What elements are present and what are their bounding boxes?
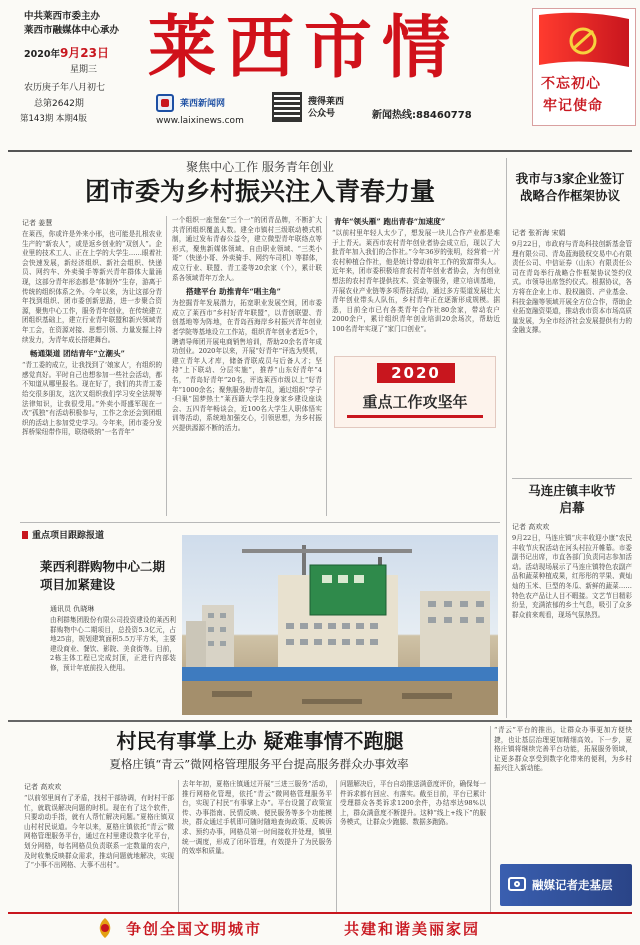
- construction-photo-illustration: [182, 535, 498, 715]
- bottom-byline: 记者 高欢欢: [24, 783, 62, 791]
- slogan-line-1: 不忘初心: [541, 76, 601, 92]
- footer-logo-icon: [94, 916, 116, 940]
- issue-serial: 总第2642期: [34, 99, 84, 109]
- lead-kicker: 聚焦中心工作 服务青年创业: [186, 160, 334, 174]
- party-emblem-box: [532, 8, 636, 126]
- lead-column-1: [22, 216, 162, 516]
- news-app-logo-icon: [156, 94, 174, 112]
- banner-underline: [347, 415, 483, 418]
- news-hotline: 新闻热线:88460778: [372, 110, 472, 121]
- website-url[interactable]: www.laixinews.com: [156, 116, 244, 126]
- bottom-col-rule-3: [490, 726, 491, 912]
- lead-paragraph-3: 一个组织一座堡垒”三个一”的团青品牌，不断扩大共青团组织覆盖人数。建全市镇村三级联动模式机制，通过发布青春公益令，建立微型青年联络点等形式，聚焦新媒体领域、自由职业领域、“三类小哥”（快递小哥、外卖骑手、网约车司机）等群体，成立行业、联盟、青工委等20余家（个），累计联系各领域青年万余人。: [172, 216, 322, 282]
- right-top-byline: 记者 张祈海 宋娟: [512, 229, 566, 237]
- lead-column-2: [172, 216, 322, 516]
- right-mid-byline: 记者 高欢欢: [512, 523, 550, 531]
- project-section-label: 重点项目跟踪报道: [22, 528, 104, 541]
- lead-subhead-1: 畅通渠道 团结青年“立潮头”: [30, 349, 125, 359]
- banner-caption: 重点工作攻坚年: [362, 393, 468, 411]
- wechat-qr-code-icon: [272, 92, 302, 122]
- project-headline: 莱西利群购物中心二期项目加紧建设: [40, 559, 166, 592]
- lead-headline: 团市委为乡村振兴注入青春力量: [84, 177, 435, 206]
- right-mid-text: 9月22日，马连庄镇“庆丰收迎小康”农民丰收节庆祝活动在河头村拉开帷幕。市委副书记出席，市直各部门负责同志参加活动。活动现场展示了马连庄镇特色农副产品和蔬菜种植成果，红彤彤的苹果、黄灿灿的玉米、巨型的冬瓜、新鲜的蔬菜……特色农产品让人目不暇接。文艺节目精彩纷呈，充满浓郁的乡土气息，吸引了众多群众前来观看，现场气氛热烈。: [512, 534, 632, 619]
- project-top-rule: [20, 522, 500, 523]
- right-mid-article: [512, 520, 632, 716]
- wechat-label: 搜得莱西 公众号: [308, 97, 345, 119]
- banner-year: 2020: [377, 363, 455, 383]
- news-app-name: 莱西新闻网: [180, 99, 226, 109]
- bottom-column-2: [182, 780, 332, 912]
- bottom-column-1: [24, 780, 174, 912]
- lead-col-rule-2: [326, 216, 327, 516]
- right-top-article: [512, 226, 632, 474]
- lead-paragraph-1: 在莱西，你或许是外来小邢，也可能是扎根农业生产的“新农人”，或是返乡创业的“双创人”。企业里的技术工人、正在上学的大学生……眼着社会快速发展，新经济组织、新社会组织、快递员、网约车、外卖骑手等新兴青年群体大量涌现，这部分青年形态都是“体制外”生存，游离于传统的组织体系之外。今年以来，为让这部分青年找到组织、团市委创新思路，进一步聚合资源，聚焦中心工作，服务青年创业，在传统建立团组织基础上，建立行业青年联盟和新兴领域青年工会，在资源对接、思想引领、力量发掘上持续发力，为青年成长搭建舞台。: [22, 230, 162, 344]
- bottom-paragraph-4: “青云”平台的推出，让群众办事更加方便快捷，也让基层治理更加精细高效。下一步，夏格庄镇将继续完善平台功能，拓展服务领域，让更多群众享受到数字化带来的便利，为乡村振兴注入新动能。: [494, 726, 632, 773]
- bottom-headline: 村民有事掌上办 疑难事情不跑腿: [116, 729, 404, 753]
- bottom-top-rule: [8, 720, 632, 722]
- construction-photo: [182, 535, 498, 715]
- issue-weekday: 星期三: [70, 65, 98, 75]
- issue-date: 2020年9月23日: [24, 46, 110, 60]
- masthead: [0, 0, 640, 150]
- right-column-rule: [506, 158, 507, 718]
- footer-top-bar: [8, 912, 632, 914]
- lead-byline: 记者 姜慧: [22, 219, 53, 227]
- project-text: 由利群集团股份有限公司投资建设的莱西利群购物中心二期项目，总投资5.3亿元，占地25亩，规划建筑面积5.5万平方米，主要建设商业、餐饮、影院、美食街等。目前，2栋主体工程已完成封顶，正进行内部装修，预计年底前投入使用。: [50, 616, 176, 672]
- masthead-title: 莱西市情: [148, 8, 461, 88]
- bottom-paragraph-1: “以前邻里间有了矛盾，找村干部协调，有时村干部忙，就耽误解决问题的时机。现在有了这个软件，只要动动手指，就有人帮忙解决问题。”夏格庄镇双山村村民说道。今年以来，夏格庄镇依托“青云”微网格管理服务平台，通过在村里建设数字化平台，划分网格，每名网格员负责联系一定数量的农户，及时收集反映群众需求，推动问题就地解决，实现了“小事不出网格、大事不出村”。: [24, 794, 174, 870]
- lead-paragraph-2: “青工委的成立，让我找到了‘娘家人’，有组织的感觉真好。平时自己也想参加一些社会活动，都不知道从哪里报名。现在好了，我们的共青工委给交很多朋友，这次又组织我们学习安全法规等法律知识，让我很受用。”外卖小哥盛军现在一改“孤独”有活动积极参与，工作之余还会到团组织的活动上参加党史学习。今年来，团市委分发挥桥梁纽带作用，联络吸纳“一名青年“: [22, 361, 162, 437]
- promo-box[interactable]: [500, 864, 632, 906]
- lead-paragraph-5: “以前村里年轻人太少了，想发展一块儿合作产业都是难于上青天。莱西市农村青年创业者协会成立后，现以了大批青年加入我们的合作社。”今年36岁的张明，经营着一片农村种植合作社，他是统计带动前年工作的致富带头人。近年来，团市委积极培育农村青年创业者协会，为有创业想法的农村青年提供技术、资金等服务，建立培训基地，开展农业产业链等多项帮扶活动，通过多方渠道发展壮大青年创业带头人队伍，乡村青年正在逐渐形成规模。据悉，目前全市已有各类青年合作社80余家，带动农户2000余户，累计组织青年创业培训20余场次，帮助近100名青年实现了“家门口创业”。: [332, 229, 500, 333]
- right-top-headline: 我市与3家企业签订战略合作框架协议: [515, 171, 625, 203]
- section-marker-icon: [22, 531, 28, 539]
- bottom-column-4: [494, 726, 632, 858]
- lead-subhead-3: 青年“领头雁” 跑出青春“加速度”: [334, 217, 446, 226]
- lead-column-3: [332, 216, 500, 352]
- footer-slogan-left: 争创全国文明城市: [126, 920, 263, 938]
- bottom-subhead: 夏格庄镇“青云”微网格管理服务平台提高服务群众办事效率: [109, 757, 409, 771]
- issue-lunar-date: 农历庚子年八月初七: [24, 83, 106, 93]
- project-byline: 通讯员 仇晓琳: [50, 605, 95, 613]
- special-banner: [334, 356, 496, 428]
- lead-paragraph-4: 为挖掘青年发展潜力，拓宽职业发展空间，团市委成立了莱西市“乡村好青年联盟”，以青创联盟、青创基地等为阵地，在青岛西海岸乡村振兴青年创业者学院等基地设立工作站，组织青年创业者近5个，聘请导师团开展电商销售培训，帮助20余名青年成功创业。2020年以来，开展“好青年”评选为契机，建立青年人才库，储备青联成员与后备人才；坚持“上下联动、分层实施”，推荐“山东好青年”4名，“青岛好青年”20名，评选莱西市级以上“好青年”1000余名；聚焦服务助青年员，通过组织“学子·归巢”国梦热土”莱西籍大学生投身家乡建设座谈会、五四青年畅谈会，近100名大学生人职体悟实训等活动，系统地加强交心，引领思想，为乡村振兴提供源源不断的活力。: [172, 299, 322, 432]
- footer-slogan-right: 共建和谐美丽家园: [344, 920, 481, 938]
- issue-number: 第143期 本期4版: [20, 114, 87, 124]
- slogan-line-2: 牢记使命: [543, 98, 603, 114]
- right-mid-divider: [512, 478, 632, 479]
- right-top-text: 9月22日，市政府与青岛科技创新基金管理有限公司、青岛蓝海股权交易中心有限责任公司、中信证券（山东）有限责任公司在青岛举行战略合作框架协议签约仪式。市领导出席签约仪式。根据协议，各方将在企业上市、股权融资、产业基金、科技金融等领域开展全方位合作，帮助企业拓宽融资渠道，推动我市资本市场高质量发展，为全市经济社会发展提供有力的金融支撑。: [512, 240, 632, 335]
- right-mid-headline: 马连庄镇丰收节启幕: [528, 483, 616, 515]
- bottom-col-rule-2: [336, 780, 337, 912]
- publisher-line-1: 中共莱西市委主办: [24, 11, 101, 22]
- bottom-paragraph-3: 问题解决后，平台自动推送满意度评价，确保每一件诉求都有回应、有落实。截至目前，平台已累计受理群众各类诉求1200余件，办结率达98%以上，群众满意度不断提升。这种“线上+线下”的服务模式，让群众少跑腿、数据多跑路。: [340, 780, 486, 827]
- publisher-line-2: 莱西市融媒体中心承办: [24, 25, 120, 36]
- project-article: [50, 602, 176, 714]
- lead-col-rule-1: [166, 216, 167, 516]
- masthead-divider: [8, 150, 632, 152]
- promo-text: 融媒记者走基层: [532, 878, 613, 892]
- bottom-column-3: [340, 780, 486, 912]
- bottom-col-rule-1: [178, 780, 179, 912]
- bottom-paragraph-2: 去年年初，夏格庄镇通过开展“三进三服务”活动，推行网格化管理，依托“青云”微网格管理服务平台，实现了村民“有事掌上办”。平台设置了政策宣传、办事指南、民情反映、便民服务等多个功能模块，群众通过手机即可随时随地查询政策、反映诉求、预约办事，网格员第一时间接收并处理，镇里统一调度，形成了闭环管理，有效提升了为民服务的效率和质量。: [182, 780, 332, 856]
- promo-camera-icon: [508, 877, 526, 891]
- lead-subhead-2: 搭建平台 助推青年“唱主角”: [186, 287, 281, 297]
- party-emblem-icon: [533, 9, 635, 71]
